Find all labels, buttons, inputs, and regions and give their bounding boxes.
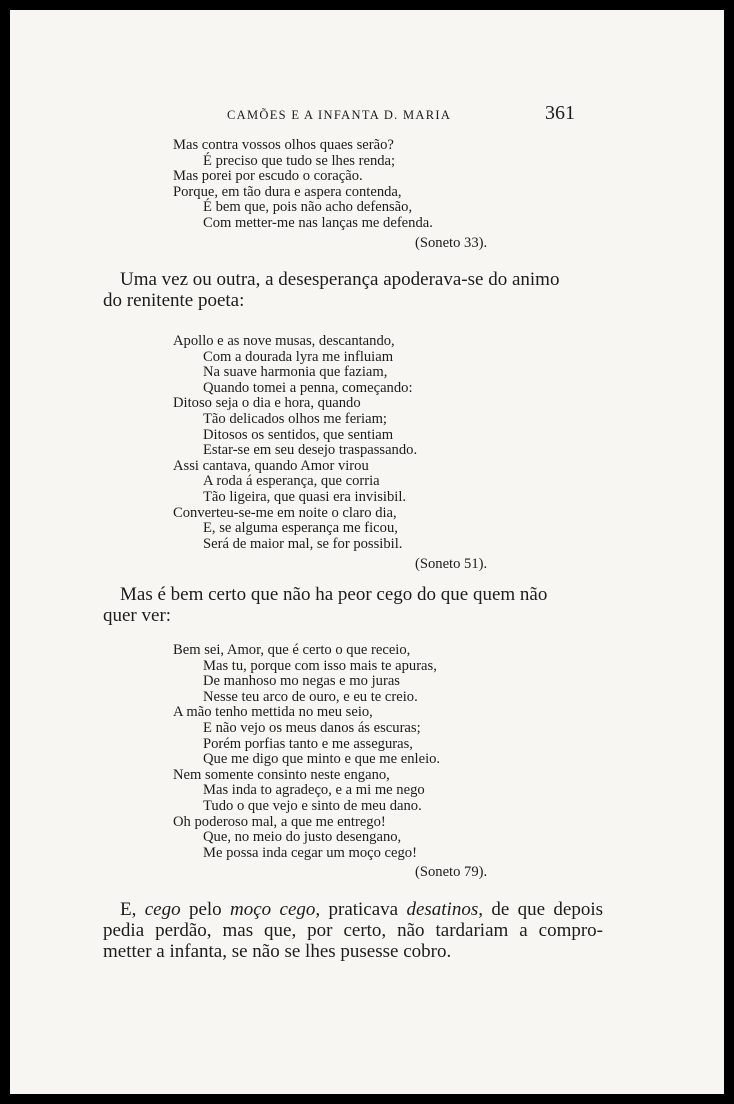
verse-line: Tão ligeira, que quasi era invisibil.: [203, 488, 407, 505]
page-number: 361: [545, 102, 575, 124]
verse-line: Com a dourada lyra me influiam: [203, 348, 394, 365]
verse-line: Ditosos os sentidos, que sentiam: [203, 426, 394, 443]
verse-line: A mão tenho mettida no meu seio,: [173, 704, 373, 721]
prose-text: praticava: [320, 899, 407, 920]
verse-line: Me possa inda cegar um moço cego!: [203, 844, 417, 861]
verse-line: Mas tu, porque com isso mais te apuras,: [203, 657, 437, 674]
book-page: [10, 10, 724, 1094]
verse-line: Converteu-se-me em noite o claro dia,: [173, 504, 397, 521]
prose-paragraph-2: [103, 584, 603, 626]
prose-paragraph-1: [103, 269, 603, 311]
running-title: CAMÕES E A INFANTA D. MARIA: [227, 108, 452, 122]
verse-line: Nesse teu arco de ouro, e eu te creio.: [203, 688, 418, 705]
verse-line: Ditoso seja o dia e hora, quando: [173, 395, 361, 412]
verse-line: Oh poderoso mal, a que me entrego!: [173, 813, 386, 830]
verse-line: Com metter-me nas lanças me defenda.: [203, 214, 433, 231]
prose-line: [103, 899, 603, 920]
prose-line: Uma vez ou outra, a desesperança apoderava-se do animo: [120, 269, 560, 290]
verse-line: Tudo o que vejo e sinto de meu dano.: [203, 797, 422, 814]
verse-source: (Soneto 33).: [415, 234, 488, 251]
verse-source: (Soneto 51).: [415, 556, 488, 573]
verse-line: Porque, em tão dura e aspera contenda,: [173, 183, 402, 200]
verse-stanza-1: [173, 138, 487, 251]
verse-line: Que, no meio do justo desengano,: [203, 829, 402, 846]
verse-line: Porém porfias tanto e me asseguras,: [203, 735, 413, 752]
verse-line: Na suave harmonia que faziam,: [203, 364, 388, 381]
verse-line: Quando tomei a penna, começando:: [203, 379, 413, 396]
prose-line: do renitente poeta:: [103, 290, 245, 311]
prose-line: pedia perdão, mas que, por certo, não tardariam a compro-: [103, 920, 603, 941]
verse-source: (Soneto 79).: [415, 864, 488, 881]
verse-line: Mas contra vossos olhos quaes serão?: [173, 137, 394, 153]
italic-text: moço cego,: [230, 899, 321, 920]
verse-line: Mas porei por escudo o coração.: [173, 168, 363, 185]
verse-stanza-3: [173, 643, 487, 881]
prose-text: pelo: [180, 899, 231, 920]
page-header: [10, 102, 724, 132]
verse-stanza-2: [173, 334, 487, 573]
verse-line: Estar-se em seu desejo traspassando.: [203, 442, 418, 459]
verse-line: A roda á esperança, que corria: [203, 473, 380, 490]
verse-line: É preciso que tudo se lhes renda;: [203, 152, 396, 169]
verse-line: E não vejo os meus danos ás escuras;: [203, 719, 421, 736]
verse-line: Nem somente consinto neste engano,: [173, 766, 390, 783]
prose-line: metter a infanta, se não se lhes pusesse cobro.: [103, 941, 452, 962]
verse-line: Mas inda to agradeço, e a mi me nego: [203, 782, 425, 799]
verse-line: E, se alguma esperança me ficou,: [203, 520, 398, 537]
italic-text: desatinos,: [406, 899, 483, 920]
italic-text: cego: [144, 899, 181, 920]
verse-line: Bem sei, Amor, que é certo o que receio,: [173, 642, 411, 658]
verse-line: Apollo e as nove musas, descantando,: [173, 333, 395, 349]
verse-line: Assi cantava, quando Amor virou: [173, 457, 369, 474]
verse-line: Será de maior mal, se for possibil.: [203, 535, 403, 552]
prose-paragraph-3: [103, 899, 603, 962]
prose-text: de que depois: [482, 899, 603, 920]
verse-line: É bem que, pois não acho defensão,: [203, 199, 413, 216]
verse-line: Tão delicados olhos me feriam;: [203, 410, 387, 427]
verse-line: De manhoso mo negas e mo juras: [203, 673, 400, 690]
prose-line: Mas é bem certo que não ha peor cego do que quem não: [120, 584, 548, 605]
verse-line: Que me digo que minto e que me enleio.: [203, 751, 441, 768]
prose-text: E,: [120, 899, 145, 920]
prose-line: quer ver:: [103, 605, 172, 626]
